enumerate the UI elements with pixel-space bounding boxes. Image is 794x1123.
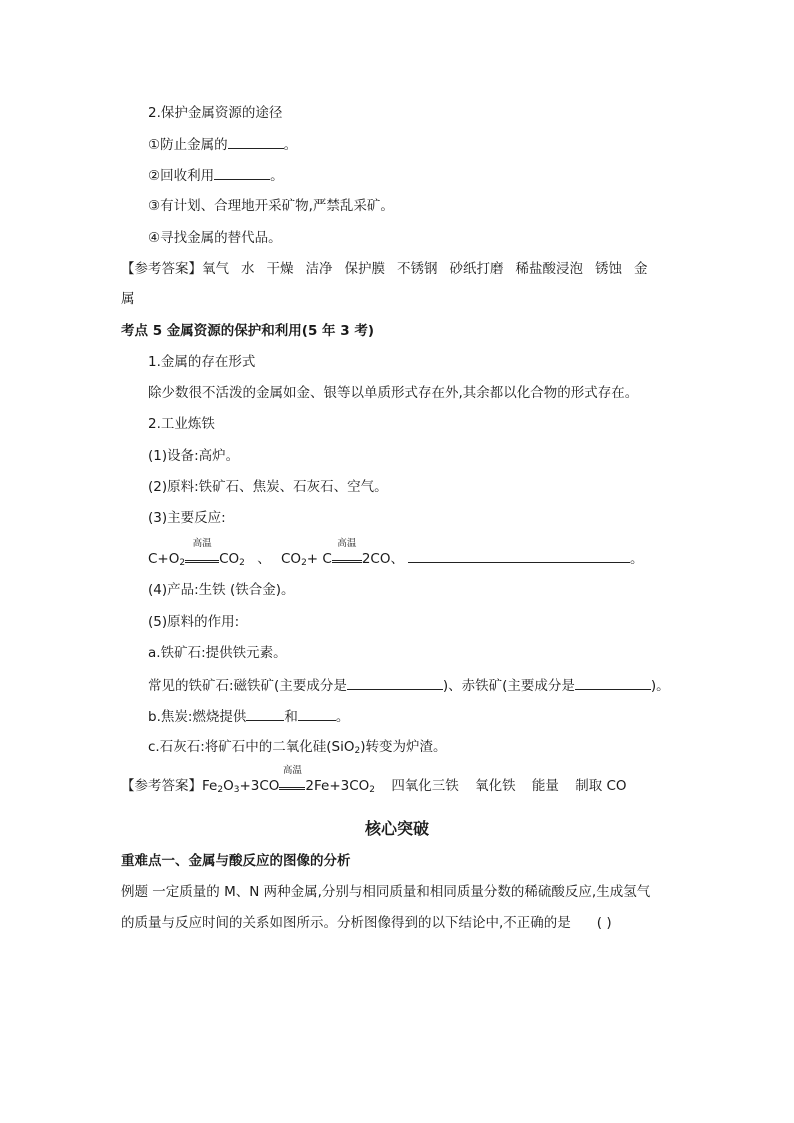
role-c-text: c.石灰石:将矿石中的二氧化硅(SiO$_2$)转变为炉渣。 [148, 739, 447, 756]
role-b-text: b.焦炭:燃烧提供 和 。 [148, 706, 349, 727]
iron-heading: 2.工业炼铁 [148, 416, 215, 432]
fill-blank[interactable] [228, 134, 284, 149]
answer-paren[interactable]: ( ) [596, 915, 612, 931]
fill-blank[interactable] [408, 548, 630, 563]
protect-item-2: ②回收利用 。 [148, 165, 284, 186]
protect-item-3: ③有计划、合理地开采矿物,严禁乱采矿。 [148, 198, 394, 214]
answer-wrap: 属 [121, 291, 135, 307]
answer-block-1: 【参考答案】氧气 水 干燥 洁净 保护膜 不锈钢 砂纸打磨 稀盐酸浸泡 锈蚀 金 [121, 261, 648, 277]
exist-text: 除少数很不活泼的金属如金、银等以单质形式存在外,其余都以化合物的形式存在。 [148, 385, 639, 401]
high-temp-condition: 高温 [332, 551, 362, 563]
answer-block-2: 【参考答案】$Fe_2O_3+3CO$ 高温 $2Fe+3CO_2$ 四氧化三铁 氧化铁 能量 制取 CO [121, 765, 627, 795]
reaction-equations: $C+O_2$ 高温 $CO_2$ 、 $CO_2+ C$ 高温 2CO、 。 [148, 538, 644, 568]
high-temp-condition: 高温 [279, 778, 305, 790]
high-temp-condition: 高温 [185, 551, 219, 563]
protect-item-4: ④寻找金属的替代品。 [148, 230, 282, 246]
example-line-1: 例题 一定质量的 M、N 两种金属,分别与相同质量和相同质量分数的稀硫酸反应,生成氢气 [121, 884, 651, 900]
role-heading: (5)原料的作用: [148, 614, 240, 630]
example-line-2: 的质量与反应时间的关系如图所示。分析图像得到的以下结论中,不正确的是 ( ) [121, 915, 612, 931]
role-a-text: a.铁矿石:提供铁元素。 [148, 645, 287, 661]
fill-blank[interactable] [214, 165, 270, 180]
protect-heading: 2.保护金属资源的途径 [148, 105, 283, 121]
point-title: 重难点一、金属与酸反应的图像的分析 [121, 853, 351, 869]
answer-label: 【参考答案】 [121, 261, 202, 277]
fill-blank[interactable] [347, 675, 443, 690]
ore-text: 常见的铁矿石:磁铁矿(主要成分是 )、赤铁矿(主要成分是 )。 [148, 675, 670, 696]
fill-blank[interactable] [575, 675, 651, 690]
protect-item-1: ①防止金属的 。 [148, 134, 297, 155]
fill-blank[interactable] [246, 706, 284, 721]
product-text: (4)产品:生铁 (铁合金)。 [148, 582, 295, 598]
raw-text: (2)原料:铁矿石、焦炭、石灰石、空气。 [148, 479, 388, 495]
equip-text: (1)设备:高炉。 [148, 448, 240, 464]
reaction-heading: (3)主要反应: [148, 510, 226, 526]
core-title: 核心突破 [364, 819, 429, 838]
section-title: 考点 5 金属资源的保护和利用(5 年 3 考) [121, 323, 375, 339]
fill-blank[interactable] [298, 706, 336, 721]
exist-heading: 1.金属的存在形式 [148, 354, 256, 370]
answer-label: 【参考答案】 [121, 778, 202, 794]
